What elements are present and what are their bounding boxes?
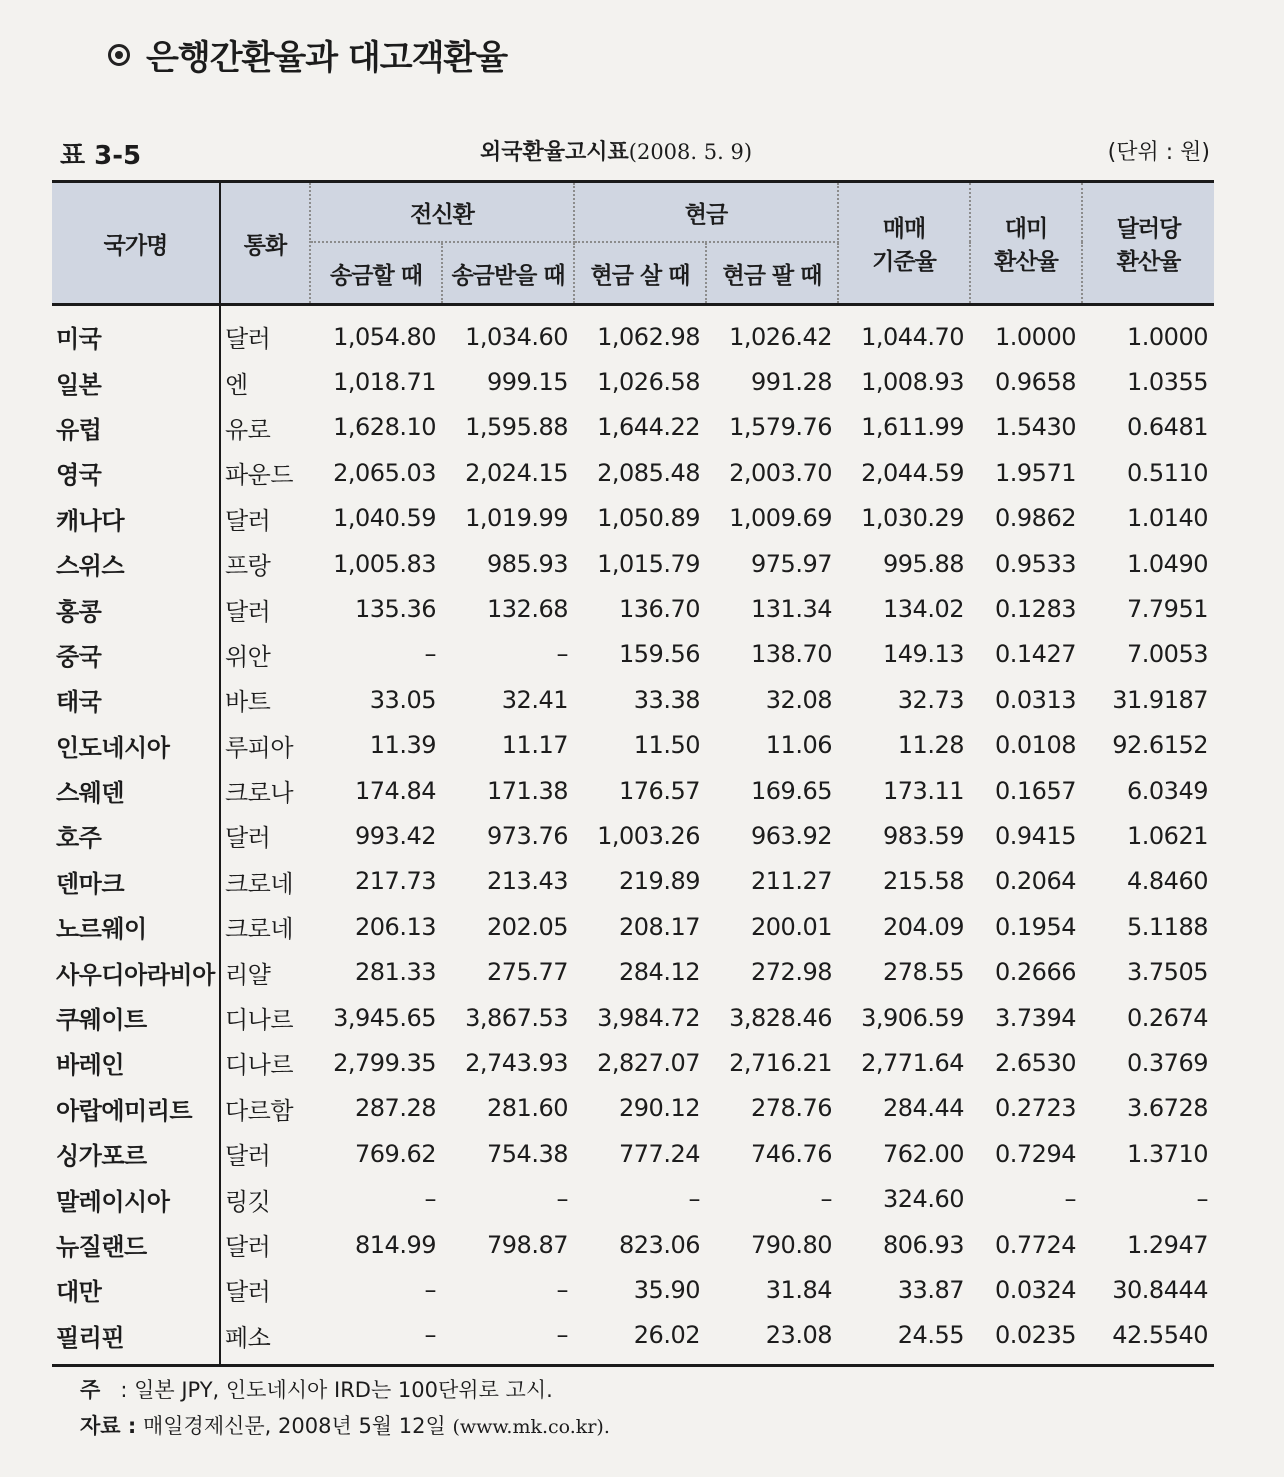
receive-rate-cell: 132.68 [487,595,568,624]
per-usd-cell: 1.0355 [1127,368,1208,397]
country-cell: 대만 [52,1267,220,1312]
table-row [52,405,1214,450]
per-usd-cell: 5.1188 [1127,912,1208,941]
section-heading-text: 은행간환율과 대고객환율 [146,38,508,78]
table-row [52,1222,1214,1267]
table-body [52,305,1214,1366]
currency-cell: 디나르 [225,1051,294,1080]
note-text: : 일본 JPY, 인도네시아 IRD는 100단위로 고시. [120,1378,553,1402]
receive-rate-cell: 2,743.93 [465,1048,568,1077]
usd-conversion-cell: 0.9533 [995,549,1076,578]
header-cash-sell: 현금 팔 때 [706,242,838,305]
note-line [80,1372,610,1408]
currency-cell: 디나르 [225,1006,294,1035]
usd-conversion-cell: 0.7724 [995,1230,1076,1259]
section-heading [108,30,507,79]
header-telegraphic: 전신환 [310,182,574,243]
note-label: 주 [80,1378,101,1402]
send-rate-cell: 2,799.35 [333,1048,436,1077]
usd-conversion-cell: 0.0235 [995,1321,1076,1350]
table-row [52,1086,1214,1131]
base-rate-cell: 284.44 [883,1094,964,1123]
cash-buy-cell: 1,003.26 [597,821,700,850]
base-rate-cell: 1,008.93 [861,368,964,397]
cash-sell-cell: 2,716.21 [729,1048,832,1077]
usd-conversion-cell: 1.9571 [995,458,1076,487]
send-rate-cell: – [424,1275,436,1304]
per-usd-cell: 0.6481 [1127,413,1208,442]
send-rate-cell: 1,054.80 [333,322,436,351]
receive-rate-cell: 3,867.53 [465,1003,568,1032]
send-rate-cell: 11.39 [369,731,436,760]
receive-rate-cell: 985.93 [487,549,568,578]
cash-buy-cell: 159.56 [619,640,700,669]
source-url: (www.mk.co.kr). [452,1416,610,1438]
usd-conversion-cell: 0.1427 [995,640,1076,669]
cash-sell-cell: 3,828.46 [729,1003,832,1032]
receive-rate-cell: – [556,1185,568,1214]
cash-buy-cell: 33.38 [633,685,700,714]
cash-sell-cell: 31.84 [765,1275,832,1304]
currency-cell: 리얄 [225,960,271,989]
per-usd-cell: 0.3769 [1127,1048,1208,1077]
usd-conversion-cell: 2.6530 [995,1048,1076,1077]
table-header [52,182,1214,305]
currency-cell: 달러 [225,1233,271,1261]
per-usd-cell: 4.8460 [1127,867,1208,896]
per-usd-cell: 92.6152 [1112,731,1208,760]
table-row [52,677,1214,722]
usd-conversion-cell: 0.1283 [995,595,1076,624]
base-rate-cell: 762.00 [883,1139,964,1168]
send-rate-cell: 287.28 [355,1094,436,1123]
receive-rate-cell: 213.43 [487,867,568,896]
usd-conversion-cell: 0.2723 [995,1094,1076,1123]
base-rate-cell: 806.93 [883,1230,964,1259]
send-rate-cell: 2,065.03 [333,458,436,487]
cash-buy-cell: 777.24 [619,1139,700,1168]
send-rate-cell: 1,018.71 [333,368,436,397]
usd-conversion-cell: 3.7394 [995,1003,1076,1032]
receive-rate-cell: 754.38 [487,1139,568,1168]
per-usd-cell: 42.5540 [1112,1321,1208,1350]
country-cell: 필리핀 [52,1313,220,1366]
base-rate-cell: 215.58 [883,867,964,896]
table-title [480,135,752,166]
cash-sell-cell: 790.80 [751,1230,832,1259]
cash-sell-cell: 200.01 [751,912,832,941]
currency-cell: 바트 [225,688,271,717]
country-cell: 인도네시아 [52,723,220,768]
currency-cell: 달러 [225,1142,271,1171]
unit-label: (단위 : 원) [1107,140,1210,165]
table-row [52,1176,1214,1221]
usd-conversion-cell: 0.0313 [995,685,1076,714]
cash-buy-cell: 290.12 [619,1094,700,1123]
cash-sell-cell: 991.28 [751,368,832,397]
receive-rate-cell: – [556,640,568,669]
receive-rate-cell: – [556,1275,568,1304]
receive-rate-cell: 1,019.99 [465,504,568,533]
currency-cell: 크로네 [225,915,294,944]
send-rate-cell: 1,005.83 [333,549,436,578]
cash-buy-cell: 3,984.72 [597,1003,700,1032]
country-cell: 스웨덴 [52,768,220,813]
per-usd-cell: – [1196,1185,1208,1214]
base-rate-cell: 204.09 [883,912,964,941]
cash-sell-cell: 1,026.42 [729,322,832,351]
source-label: 자료 : [80,1414,137,1438]
cash-buy-cell: 2,085.48 [597,458,700,487]
country-cell: 아랍에미리트 [52,1086,220,1131]
currency-cell: 루피아 [225,733,294,762]
table-row [52,1267,1214,1312]
cash-sell-cell: 2,003.70 [729,458,832,487]
usd-conversion-cell: – [1064,1185,1076,1214]
receive-rate-cell: 973.76 [487,821,568,850]
country-cell: 사우디아라비아 [52,949,220,994]
currency-cell: 달러 [225,325,271,354]
country-cell: 바레인 [52,1040,220,1085]
cash-buy-cell: 1,050.89 [597,504,700,533]
receive-rate-cell: 171.38 [487,776,568,805]
receive-rate-cell: 999.15 [487,368,568,397]
base-rate-cell: 983.59 [883,821,964,850]
send-rate-cell: 281.33 [355,958,436,987]
cash-sell-cell: 746.76 [751,1139,832,1168]
per-usd-cell: 1.0490 [1127,549,1208,578]
country-cell: 유럽 [52,405,220,450]
country-cell: 쿠웨이트 [52,995,220,1040]
cash-sell-cell: 1,579.76 [729,413,832,442]
table-row [52,586,1214,631]
table-row [52,1040,1214,1085]
currency-cell: 달러 [225,824,271,853]
currency-cell: 엔 [225,370,248,399]
header-receive: 송금받을 때 [442,242,574,305]
header-send: 송금할 때 [310,242,442,305]
country-cell: 영국 [52,450,220,495]
country-cell: 싱가포르 [52,1131,220,1176]
exchange-rate-table [52,180,1214,1367]
base-rate-cell: 1,611.99 [861,413,964,442]
receive-rate-cell: 2,024.15 [465,458,568,487]
usd-conversion-cell: 1.0000 [995,322,1076,351]
per-usd-cell: 3.6728 [1127,1094,1208,1123]
cash-sell-cell: 131.34 [751,595,832,624]
table-label: 표 3-5 [60,141,142,171]
header-country: 국가명 [52,182,220,305]
header-per-usd-line2: 환산율 [1116,249,1181,275]
table-row [52,813,1214,858]
base-rate-cell: 995.88 [883,549,964,578]
receive-rate-cell: 202.05 [487,912,568,941]
base-rate-cell: 3,906.59 [861,1003,964,1032]
header-base-rate-line2: 기준율 [872,249,936,275]
country-cell: 홍콩 [52,586,220,631]
per-usd-cell: 1.0000 [1127,322,1208,351]
base-rate-cell: 278.55 [883,958,964,987]
country-cell: 뉴질랜드 [52,1222,220,1267]
table-row [52,496,1214,541]
currency-cell: 링깃 [225,1187,271,1216]
table-notes [80,1372,610,1445]
cash-sell-cell: 975.97 [751,549,832,578]
usd-conversion-cell: 0.7294 [995,1139,1076,1168]
cash-buy-cell: – [688,1185,700,1214]
send-rate-cell: – [424,640,436,669]
country-cell: 중국 [52,632,220,677]
table-row [52,723,1214,768]
header-per-usd-line1: 달러당 [1116,216,1181,242]
table-row [52,450,1214,495]
base-rate-cell: 2,771.64 [861,1048,964,1077]
header-cash-buy: 현금 살 때 [574,242,706,305]
send-rate-cell: 174.84 [355,776,436,805]
receive-rate-cell: 1,595.88 [465,413,568,442]
usd-conversion-cell: 0.9862 [995,504,1076,533]
receive-rate-cell: 275.77 [487,958,568,987]
currency-cell: 유로 [225,415,271,444]
table-row [52,768,1214,813]
cash-buy-cell: 1,644.22 [597,413,700,442]
currency-cell: 달러 [225,506,271,535]
currency-cell: 페소 [225,1323,271,1352]
cash-buy-cell: 1,015.79 [597,549,700,578]
usd-conversion-cell: 0.0324 [995,1275,1076,1304]
currency-cell: 크로나 [225,779,294,808]
receive-rate-cell: 11.17 [501,731,568,760]
usd-conversion-cell: 0.2064 [995,867,1076,896]
per-usd-cell: 0.5110 [1127,458,1208,487]
header-currency: 통화 [220,182,310,305]
cash-buy-cell: 176.57 [619,776,700,805]
base-rate-cell: 324.60 [883,1185,964,1214]
table-row [52,359,1214,404]
base-rate-cell: 33.87 [897,1275,964,1304]
source-text: 매일경제신문, 2008년 5월 12일 [142,1414,446,1438]
per-usd-cell: 30.8444 [1112,1275,1208,1304]
base-rate-cell: 32.73 [897,685,964,714]
send-rate-cell: 1,628.10 [333,413,436,442]
country-cell: 스위스 [52,541,220,586]
send-rate-cell: – [424,1321,436,1350]
country-cell: 일본 [52,359,220,404]
usd-conversion-cell: 0.1657 [995,776,1076,805]
send-rate-cell: 814.99 [355,1230,436,1259]
table-row [52,1131,1214,1176]
per-usd-cell: 1.0621 [1127,821,1208,850]
header-base-rate [838,182,970,305]
usd-conversion-cell: 0.2666 [995,958,1076,987]
cash-sell-cell: 272.98 [751,958,832,987]
cash-sell-cell: 23.08 [765,1321,832,1350]
cash-sell-cell: 211.27 [751,867,832,896]
header-base-rate-line1: 매매 [882,216,926,242]
header-cash: 현금 [574,182,838,243]
cash-buy-cell: 219.89 [619,867,700,896]
cash-sell-cell: 138.70 [751,640,832,669]
country-cell: 캐나다 [52,496,220,541]
header-usd-conversion-line1: 대미 [1004,216,1048,242]
cash-sell-cell: 963.92 [751,821,832,850]
receive-rate-cell: 281.60 [487,1094,568,1123]
send-rate-cell: 206.13 [355,912,436,941]
cash-sell-cell: – [820,1185,832,1214]
cash-buy-cell: 823.06 [619,1230,700,1259]
cash-buy-cell: 284.12 [619,958,700,987]
header-usd-conversion-line2: 환산율 [994,249,1058,275]
currency-cell: 달러 [225,1278,271,1307]
cash-buy-cell: 1,026.58 [597,368,700,397]
per-usd-cell: 0.2674 [1127,1003,1208,1032]
country-cell: 노르웨이 [52,904,220,949]
per-usd-cell: 1.0140 [1127,504,1208,533]
header-usd-conversion [970,182,1082,305]
per-usd-cell: 1.3710 [1127,1139,1208,1168]
cash-buy-cell: 208.17 [619,912,700,941]
usd-conversion-cell: 0.0108 [995,731,1076,760]
usd-conversion-cell: 0.9415 [995,821,1076,850]
currency-cell: 프랑 [225,552,271,581]
table-row [52,541,1214,586]
base-rate-cell: 149.13 [883,640,964,669]
send-rate-cell: 33.05 [369,685,436,714]
base-rate-cell: 11.28 [897,731,964,760]
send-rate-cell: 1,040.59 [333,504,436,533]
cash-buy-cell: 11.50 [633,731,700,760]
cash-sell-cell: 278.76 [751,1094,832,1123]
base-rate-cell: 173.11 [883,776,964,805]
cash-sell-cell: 1,009.69 [729,504,832,533]
per-usd-cell: 1.2947 [1127,1230,1208,1259]
country-cell: 덴마크 [52,859,220,904]
send-rate-cell: 769.62 [355,1139,436,1168]
per-usd-cell: 6.0349 [1127,776,1208,805]
table-row [52,949,1214,994]
base-rate-cell: 134.02 [883,595,964,624]
receive-rate-cell: 32.41 [501,685,568,714]
cash-sell-cell: 32.08 [765,685,832,714]
country-cell: 미국 [52,305,220,360]
table-row [52,1313,1214,1366]
per-usd-cell: 31.9187 [1112,685,1208,714]
usd-conversion-cell: 1.5430 [995,413,1076,442]
table-row [52,995,1214,1040]
per-usd-cell: 7.0053 [1127,640,1208,669]
send-rate-cell: 217.73 [355,867,436,896]
table-row [52,859,1214,904]
cash-buy-cell: 26.02 [633,1321,700,1350]
country-cell: 태국 [52,677,220,722]
per-usd-cell: 3.7505 [1127,958,1208,987]
send-rate-cell: 993.42 [355,821,436,850]
receive-rate-cell: 1,034.60 [465,322,568,351]
header-per-usd [1082,182,1214,305]
send-rate-cell: 3,945.65 [333,1003,436,1032]
cash-buy-cell: 1,062.98 [597,322,700,351]
cash-sell-cell: 169.65 [751,776,832,805]
currency-cell: 파운드 [225,461,294,490]
base-rate-cell: 1,030.29 [861,504,964,533]
radio-bullet-icon [108,44,130,66]
usd-conversion-cell: 0.1954 [995,912,1076,941]
cash-buy-cell: 2,827.07 [597,1048,700,1077]
currency-cell: 달러 [225,597,271,626]
usd-conversion-cell: 0.9658 [995,368,1076,397]
cash-sell-cell: 11.06 [765,731,832,760]
source-line [80,1408,610,1445]
table-row [52,904,1214,949]
cash-buy-cell: 35.90 [633,1275,700,1304]
receive-rate-cell: 798.87 [487,1230,568,1259]
base-rate-cell: 2,044.59 [861,458,964,487]
currency-cell: 위안 [225,642,271,671]
country-cell: 말레이시아 [52,1176,220,1221]
table-date: (2008. 5. 9) [628,140,753,164]
table-caption [60,135,1210,175]
receive-rate-cell: – [556,1321,568,1350]
table-row [52,632,1214,677]
send-rate-cell: – [424,1185,436,1214]
base-rate-cell: 1,044.70 [861,322,964,351]
cash-buy-cell: 136.70 [619,595,700,624]
country-cell: 호주 [52,813,220,858]
currency-cell: 다르함 [225,1096,294,1125]
base-rate-cell: 24.55 [897,1321,964,1350]
per-usd-cell: 7.7951 [1127,595,1208,624]
currency-cell: 크로네 [225,869,294,898]
send-rate-cell: 135.36 [355,595,436,624]
table-title-text: 외국환율고시표 [480,140,629,165]
table-row [52,305,1214,360]
